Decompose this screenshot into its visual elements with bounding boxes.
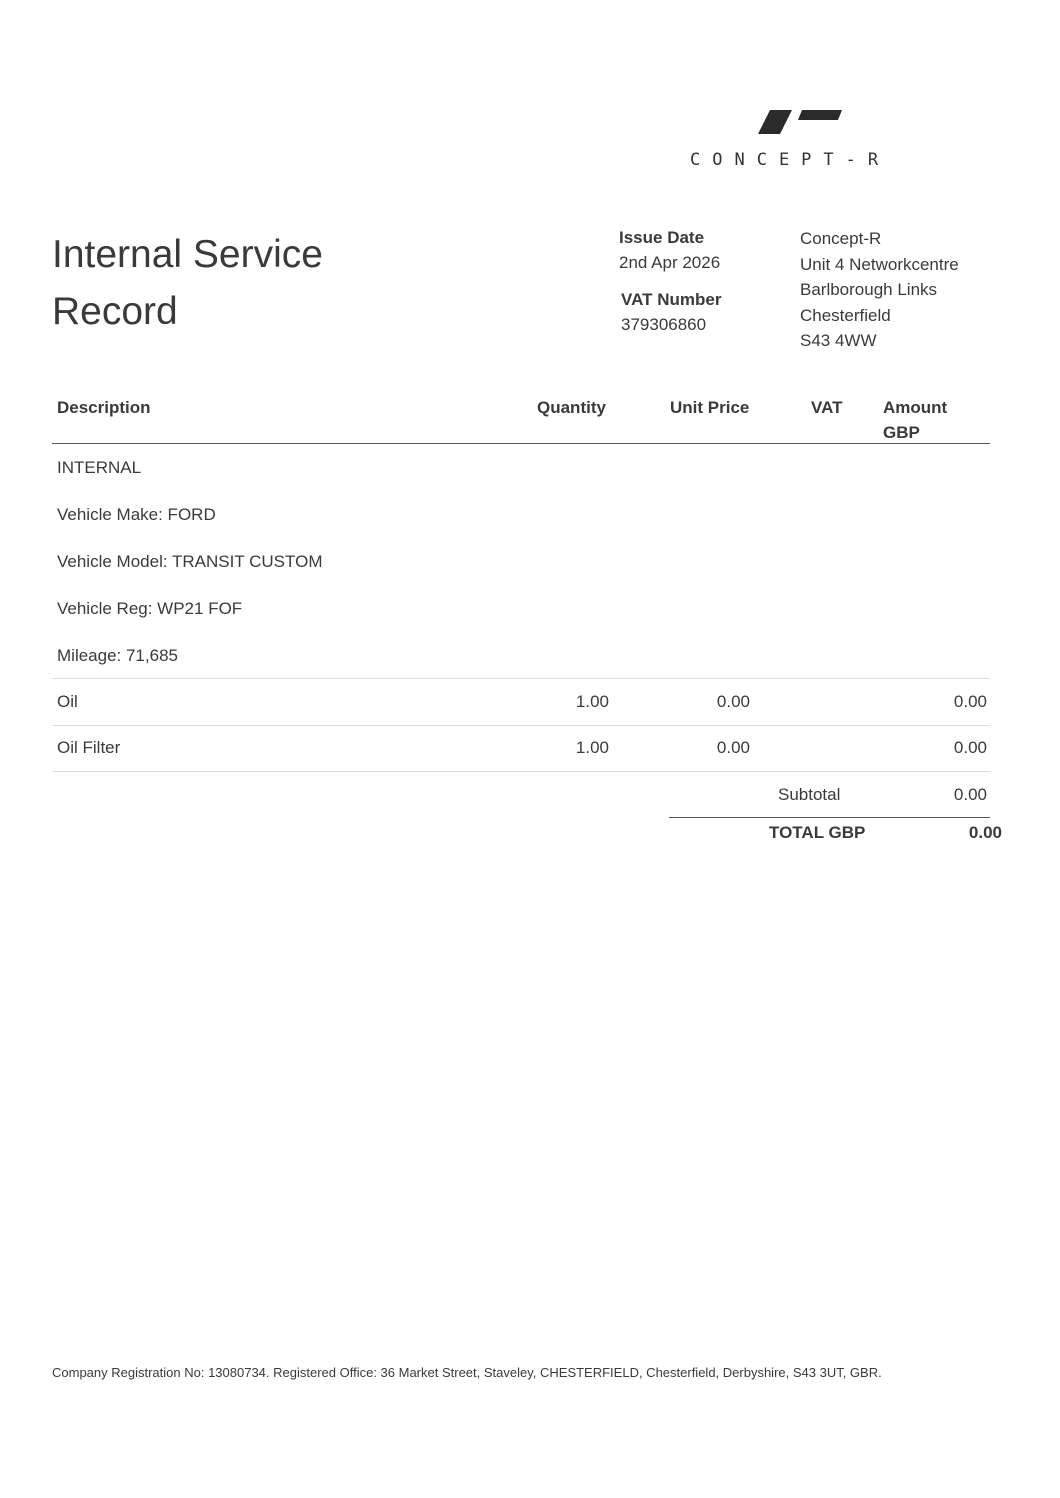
address-line: Barlborough Links [800,280,938,299]
address-line: Chesterfield [800,305,891,325]
item-unit-price: 0.00 [716,738,750,757]
address-line: Concept-R [800,229,882,248]
issue-date-value: 2nd Apr 2026 [619,253,721,272]
col-header-unit-price: Unit Price [670,398,750,417]
title-line-1: Internal Service [52,233,323,276]
col-header-vat: VAT [811,398,843,417]
item-description: Oil [57,692,78,711]
footer-registration: Company Registration No: 13080734. Registered Office: 36 Market Street, Staveley, CHESTERFIELD, Chesterfield, Derbyshire, S43 3UT, GBR. [52,1365,882,1380]
info-line-mileage: Mileage: 71,685 [57,646,178,665]
item-unit-price: 0.00 [716,692,750,711]
address-line: Unit 4 Networkcentre [800,254,959,274]
col-header-amount: Amount GBP [883,398,948,442]
item-quantity: 1.00 [575,738,609,757]
brand-name: CONCEPT-R [690,150,891,170]
col-header-quantity: Quantity [537,398,606,417]
item-amount: 0.00 [953,692,987,711]
row-divider [52,771,990,772]
page-title [52,226,382,340]
col-header-description: Description [57,398,151,417]
info-line-internal: INTERNAL [57,458,142,477]
vat-number-value: 379306860 [621,315,707,334]
subtotal-label: Subtotal [778,785,841,804]
total-value: 0.00 [968,823,1002,842]
totals-divider [669,817,990,818]
row-divider [52,678,990,679]
info-line-model: Vehicle Model: TRANSIT CUSTOM [57,552,323,571]
item-description: Oil Filter [57,738,121,757]
subtotal-value: 0.00 [953,785,987,804]
item-amount: 0.00 [953,738,987,757]
vat-number-label: VAT Number [621,290,722,309]
row-divider [52,725,990,726]
header-divider [52,443,990,444]
address-line: S43 4WW [800,331,877,350]
title-line-2: Record [52,290,178,333]
info-line-reg: Vehicle Reg: WP21 FOF [57,599,243,618]
total-label: TOTAL GBP [769,823,866,842]
issue-date-label: Issue Date [619,228,705,247]
concept-r-logo-icon [758,108,842,136]
item-quantity: 1.00 [575,692,609,711]
info-line-make: Vehicle Make: FORD [57,505,216,524]
company-address [800,226,959,354]
